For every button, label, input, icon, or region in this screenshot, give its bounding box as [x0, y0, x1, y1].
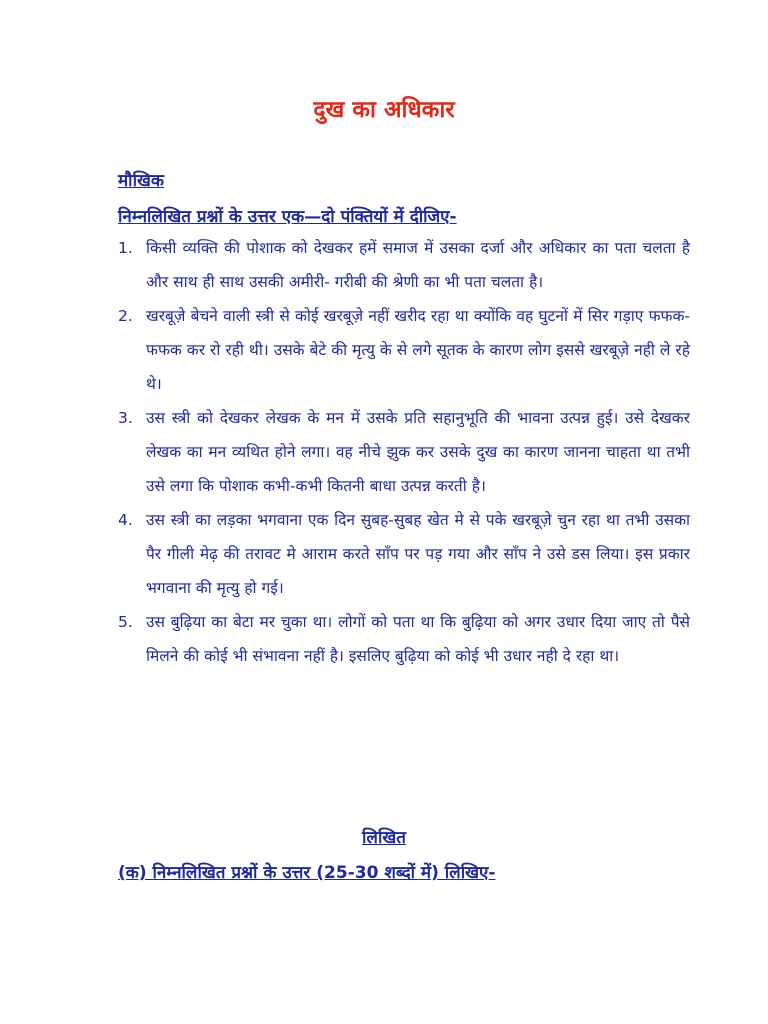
- list-item-text: किसी व्यक्ति की पोशाक को देखकर हमें समाज में उसका दर्जा और अधिकार का पता चलता है और साथ ही साथ उसकी अमीरी- गरीबी की श्रेणी का भी पता चलता है।: [146, 239, 690, 291]
- list-item-text: खरबूज़े बेचने वाली स्त्री से कोई खरबूज़े नहीं खरीद रहा था क्योंकि वह घुटनों में सिर गड़ाए फफक-फफक कर रो रही थी। उसके बेटे की मृत्यु के से लगे सूतक के कारण लोग इससे खरबूज़े नही ले रहे थे।: [146, 307, 690, 393]
- list-item: [118, 401, 690, 503]
- page-title: दुख का अधिकार: [313, 97, 455, 123]
- list-item-number: 5.: [118, 613, 133, 631]
- list-item-number: 1.: [118, 239, 133, 257]
- list-item: [118, 231, 690, 299]
- list-item: [118, 605, 690, 673]
- section-heading-written: लिखित: [362, 828, 406, 848]
- list-item: [118, 299, 690, 401]
- oral-instruction: निम्नलिखित प्रश्नों के उत्तर एक—दो पंक्तियों में दीजिए-: [118, 207, 457, 227]
- list-item-number: 2.: [118, 307, 133, 325]
- written-instruction: (क) निम्नलिखित प्रश्नों के उत्तर (25-30 शब्दों में) लिखिए-: [118, 863, 496, 883]
- list-item-text: उस स्त्री को देखकर लेखक के मन में उसके प्रति सहानुभूति की भावना उत्पन्न हुई। उसे देखकर लेखक का मन व्यथित होने लगा। वह नीचे झुक कर उसके दुख का कारण जानना चाहता था तभी उसे लगा कि पोशाक कभी-कभी कितनी बाधा उत्पन्न करती है।: [146, 409, 690, 495]
- section-heading-oral: मौखिक: [118, 171, 164, 191]
- list-item: [118, 503, 690, 605]
- answer-list: [118, 231, 690, 673]
- list-item-text: उस बुढ़िया का बेटा मर चुका था। लोगों को पता था कि बुढ़िया को अगर उधार दिया जाए तो पैसे मिलने की कोई भी संभावना नहीं है। इसलिए बुढ़िया को कोई भी उधार नही दे रहा था।: [146, 613, 690, 665]
- list-item-number: 3.: [118, 409, 133, 427]
- list-item-text: उस स्त्री का लड़का भगवाना एक दिन सुबह-सुबह खेत मे से पके खरबूज़े चुन रहा था तभी उसका पैर गीली मेढ़ की तरावट मे आराम करते साँप पर पड़ गया और साँप ने उसे डस लिया। इस प्रकार भगवाना की मृत्यु हो गई।: [146, 511, 690, 597]
- list-item-number: 4.: [118, 511, 133, 529]
